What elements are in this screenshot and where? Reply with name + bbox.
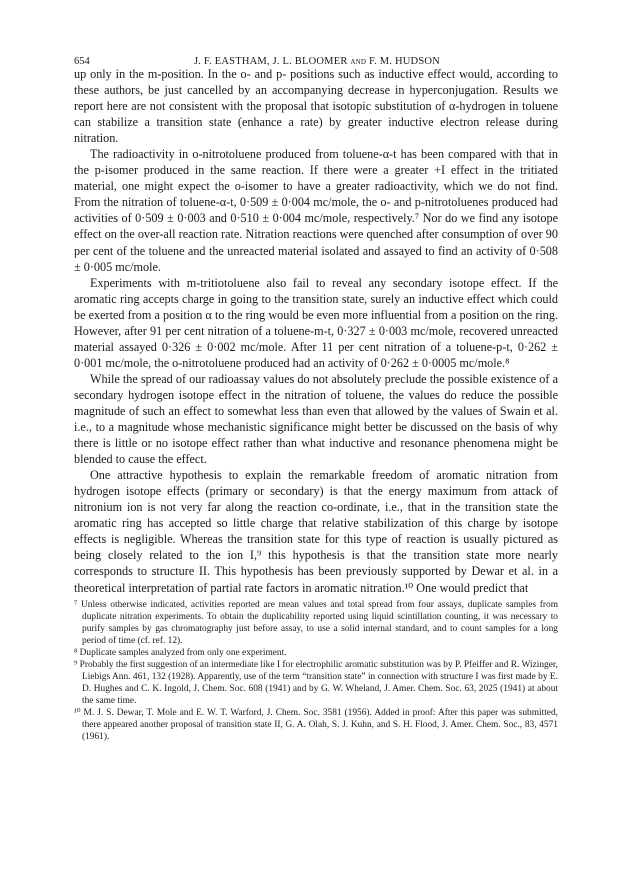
- footnote-7: ⁷ Unless otherwise indicated, activities reported are mean values and total spread from four assays, duplicate samples from duplicate nitration experiments. To obtain the duplicability reported using liquid scintillation counting, it was necessary to purify samples by gas chromatography just before assay, to use a solid internal standard, and to count samples for a long period of time (cf. ref. 12).: [74, 599, 558, 646]
- paragraph-radioactivity: The radioactivity in o-nitrotoluene produced from toluene-α-t has been compared with that in the p-isomer produced in the same reaction. If there were a greater +I effect in the tritiated material, one might expect the o-isomer to have a greater radioactivity, which we do not find. From the nitration of toluene-α-t, 0·509 ± 0·004 mc/mole, the o- and p-nitrotoluenes produced had activities of 0·509 ± 0·003 and 0·510 ± 0·004 mc/mole, respectively.⁷ Nor do we find any isotope effect on the over-all reaction rate. Nitration reactions were quenched after consumption of over 90 per cent of the toluene and the unreacted material isolated and assayed to find an activity of 0·508 ± 0·005 mc/mole.: [74, 147, 558, 274]
- paragraph-m-tritiotoluene: Experiments with m-tritiotoluene also fail to reveal any secondary isotope effect. If the aromatic ring accepts charge in going to the transition state, surely an inductive effect which could be exerted from a position α to the ring would be even more influential from a position on the ring. However, after 91 per cent nitration of a toluene-m-t, 0·327 ± 0·003 mc/mole, recovered unreacted material assayed 0·326 ± 0·002 mc/mole. After 11 per cent nitration of a toluene-p-t, 0·262 ± 0·001 mc/mole, the o-nitrotoluene produced had an activity of 0·262 ± 0·0005 mc/mole.⁸: [74, 275, 558, 370]
- footnote-9: ⁹ Probably the first suggestion of an intermediate like I for electrophilic aromatic substitution was by P. Pfeiffer and R. Wizinger, Liebigs Ann. 461, 132 (1928). Apparently, use of the term “transition state” in connection with structure I was first made by E. D. Hughes and C. K. Ingold, J. Chem. Soc. 608 (1941) and by G. W. Wheland, J. Amer. Chem. Soc. 63, 2025 (1941) at about the same time.: [74, 659, 558, 706]
- author-line: J. F. EASTHAM, J. L. BLOOMER and F. M. HUDSON: [194, 56, 440, 67]
- footnote-8: ⁸ Duplicate samples analyzed from only one experiment.: [74, 647, 287, 658]
- page-number: 654: [74, 56, 90, 67]
- paragraph-continued: up only in the m-position. In the o- and p- positions such as inductive effect would, according to these authors, be just cancelled by an accompanying decrease in hyperconjugation. Results we report here are not consistent with the proposal that isotopic substitution of α-hydrogen in toluene can stabilize a transition state (enhance a rate) by greater inductive electron release during nitration.: [74, 67, 558, 146]
- running-header: [74, 44, 558, 66]
- article-body: [74, 66, 558, 596]
- paragraph-hypothesis: One attractive hypothesis to explain the remarkable freedom of aromatic nitration from hydrogen isotope effects (primary or secondary) is that the energy maximum from attack of nitronium ion is not very far along the reaction co-ordinate, i.e., that in the transition state the aromatic ring has accepted so little charge that relative stabilization of this charge by isotope effects is negligible. Whereas the transition state for this type of reaction is usually pictured as being closely related to the ion I,⁹ this hypothesis is that the transition state more nearly corresponds to structure II. This hypothesis has been previously supported by Dewar et al. in a theoretical interpretation of partial rate factors in aromatic nitration.¹⁰ One would predict that: [74, 468, 558, 595]
- paragraph-radioassay-spread: While the spread of our radioassay values do not absolutely preclude the possible existence of a secondary hydrogen isotope effect in the nitration of toluene, the values do reduce the possible magnitude of such an effect to somewhat less than even that allowed by the values of Swain et al. i.e., to a magnitude whose mechanistic significance might better be discussed on the basis of why there is little or no isotope effect rather than what inductive and resonance phenomena might be blended to cause the effect.: [74, 371, 558, 467]
- footnote-10: ¹⁰ M. J. S. Dewar, T. Mole and E. W. T. Warford, J. Chem. Soc. 3581 (1956). Added in proof: After this paper was submitted, there appeared another proposal of transition state II, G. A. Olah, S. J. Kuhn, and S. H. Flood, J. Amer. Chem. Soc., 83, 4571 (1961).: [74, 707, 558, 743]
- footnotes: [74, 599, 558, 744]
- journal-page: [74, 44, 558, 743]
